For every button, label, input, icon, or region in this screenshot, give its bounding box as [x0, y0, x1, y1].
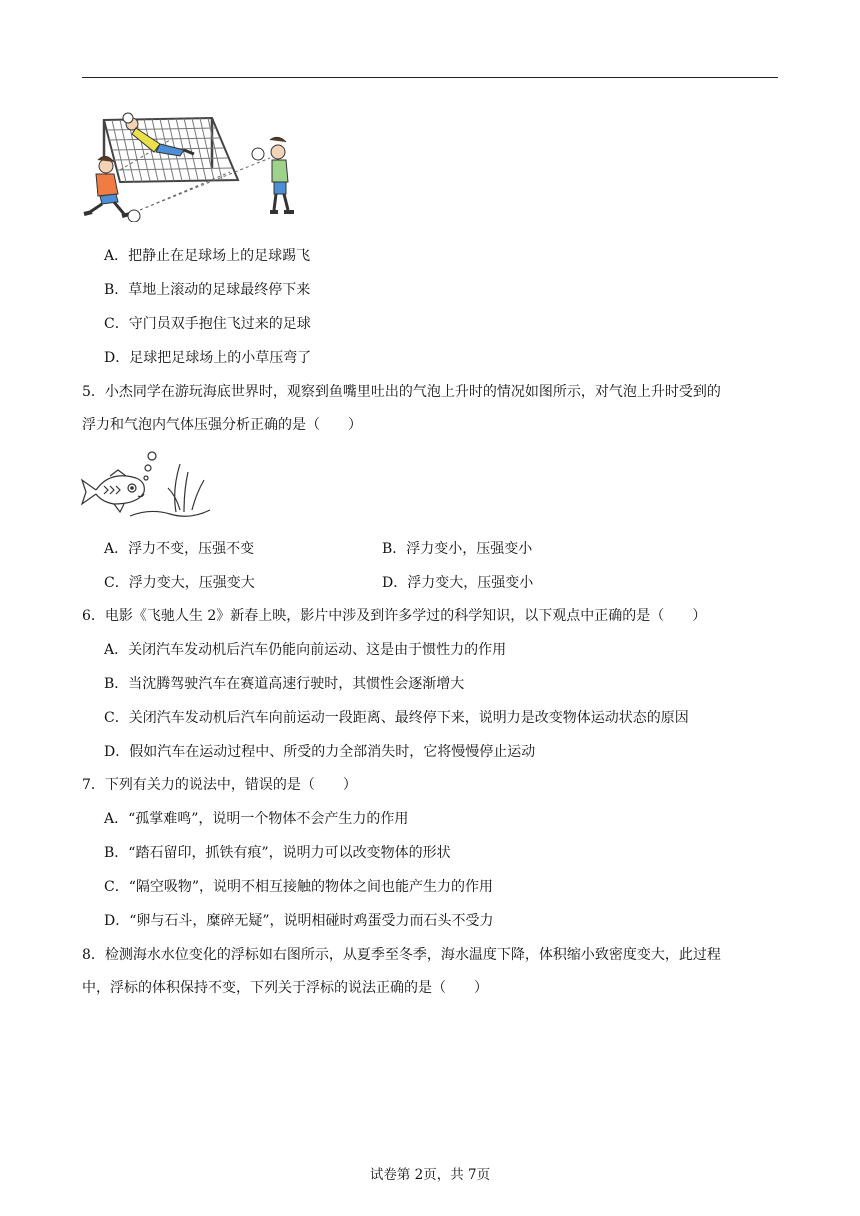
- q8-stem-line2: 中，浮标的体积保持不变，下列关于浮标的说法正确的是（ ）: [82, 980, 488, 996]
- q7-stem: 7．下列有关力的说法中，错误的是（ ）: [82, 777, 357, 793]
- fish-bubbles-illustration: [80, 450, 212, 524]
- q6-option-b: B．当沈腾驾驶汽车在赛道高速行驶时，其惯性会逐渐增大: [104, 676, 465, 692]
- q7-option-d: D．“卵与石斗，糜碎无疑”，说明相碰时鸡蛋受力而石头不受力: [104, 913, 494, 929]
- q7-option-b: B．“踏石留印，抓铁有痕”，说明力可以改变物体的形状: [104, 845, 451, 861]
- soccer-goal-illustration: [80, 110, 308, 222]
- q4-option-d: D．足球把足球场上的小草压弯了: [104, 350, 312, 366]
- header-rule: [82, 77, 778, 78]
- q6-option-a: A．关闭汽车发动机后汽车仍能向前运动、这是由于惯性力的作用: [104, 642, 507, 658]
- page-footer: 试卷第 2页，共 7页: [369, 1167, 491, 1183]
- q5-option-c: C．浮力变大，压强变大: [104, 575, 255, 591]
- q5-option-a: A．浮力不变，压强不变: [104, 541, 255, 557]
- q4-option-a: A．把静止在足球场上的足球踢飞: [104, 248, 311, 264]
- q6-option-c: C．关闭汽车发动机后汽车向前运动一段距离、最终停下来，说明力是改变物体运动状态的原因: [104, 710, 689, 726]
- q6-option-d: D．假如汽车在运动过程中、所受的力全部消失时，它将慢慢停止运动: [104, 744, 536, 760]
- q6-stem: 6．电影《飞驰人生 2》新春上映，影片中涉及到许多学过的科学知识，以下观点中正确的是（ ）: [82, 608, 707, 624]
- q4-option-c: C．守门员双手抱住飞过来的足球: [104, 316, 311, 332]
- q7-option-c: C．“隔空吸物”，说明不相互接触的物体之间也能产生力的作用: [104, 879, 494, 895]
- q5-stem-line1: 5．小杰同学在游玩海底世界时，观察到鱼嘴里吐出的气泡上升时的情况如图所示，对气泡上升时受到的: [82, 384, 721, 400]
- q5-option-d: D．浮力变大，压强变小: [382, 575, 534, 591]
- q5-stem-line2: 浮力和气泡内气体压强分析正确的是（ ）: [82, 417, 362, 433]
- q7-option-a: A．“孤掌难鸣”，说明一个物体不会产生力的作用: [104, 811, 409, 827]
- q8-stem-line1: 8．检测海水水位变化的浮标如右图所示，从夏季至冬季，海水温度下降，体积缩小致密度变大，此过程: [82, 947, 721, 963]
- q5-option-b: B．浮力变小，压强变小: [382, 541, 533, 557]
- q4-option-b: B．草地上滚动的足球最终停下来: [104, 282, 311, 298]
